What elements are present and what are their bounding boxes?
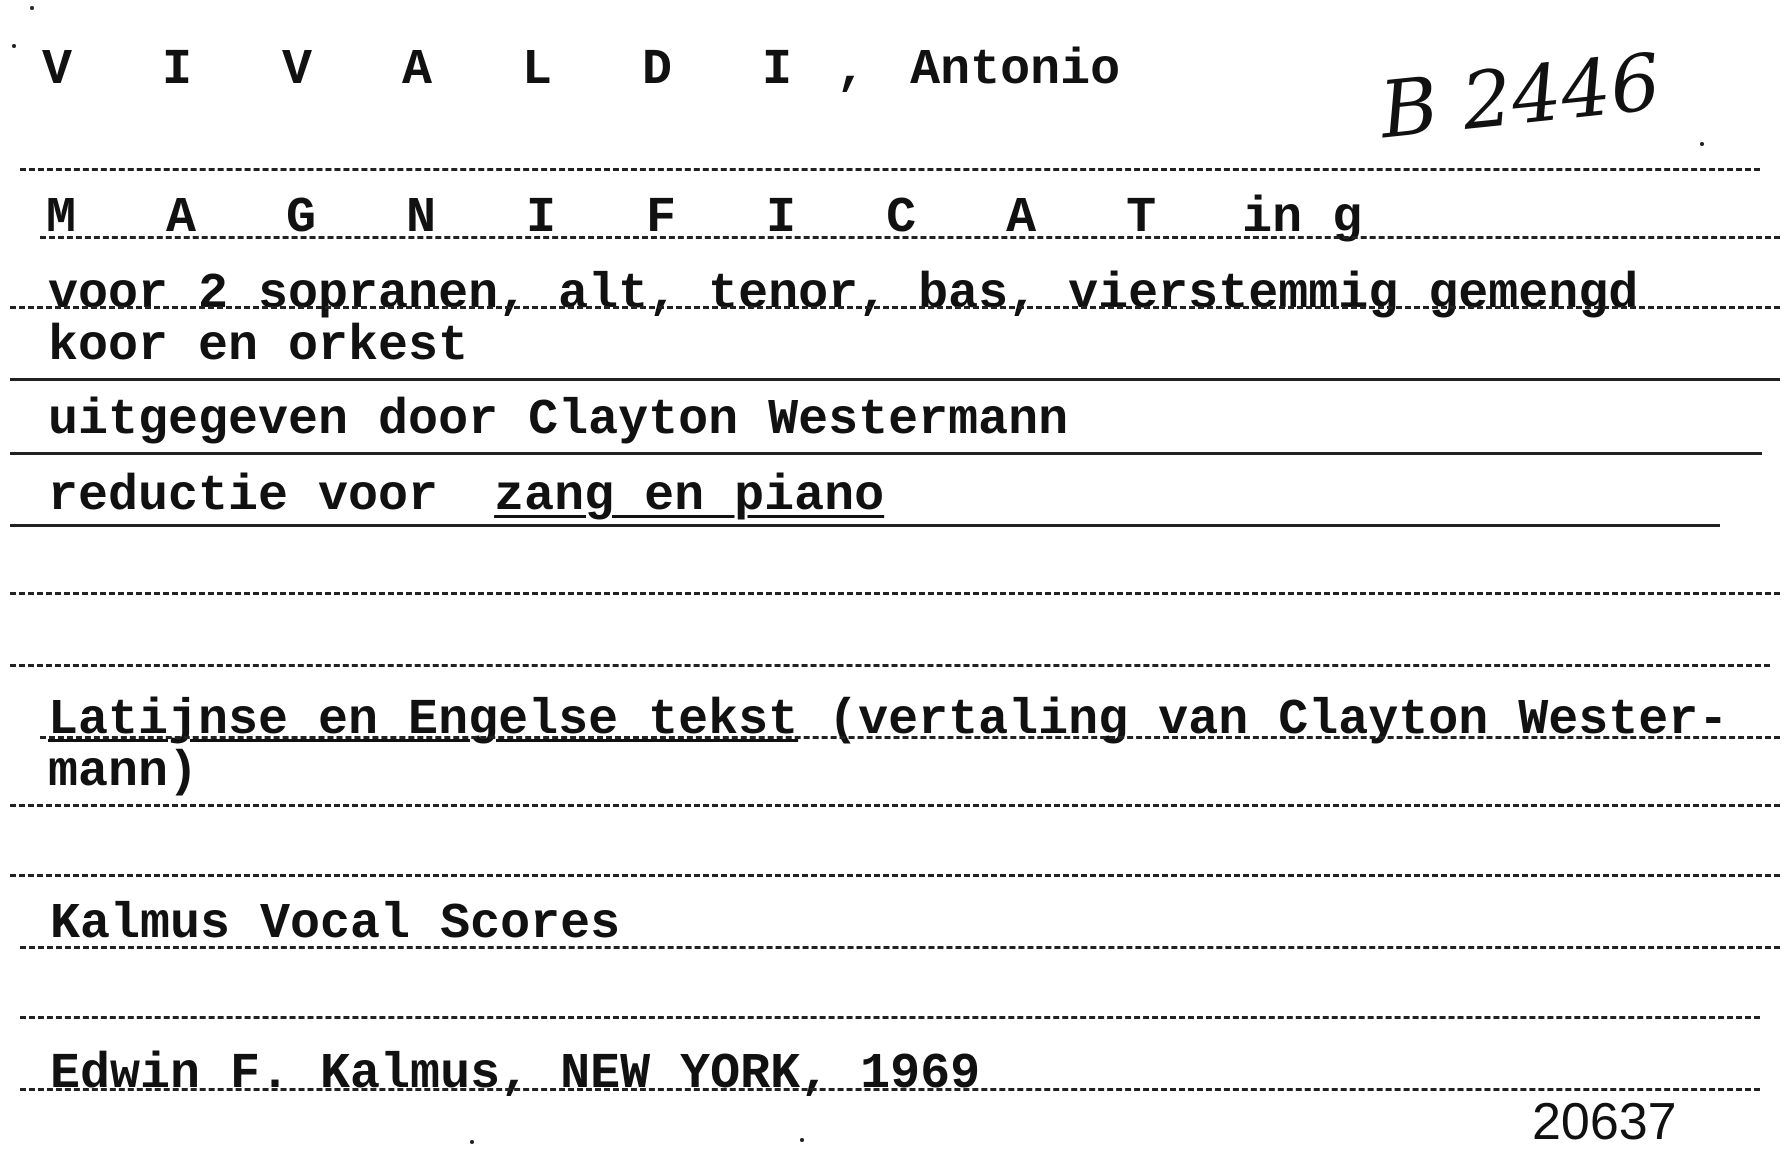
composer-surname: V I V A L D I xyxy=(42,42,823,99)
catalog-number: 20637 xyxy=(1532,1093,1677,1151)
rule-12 xyxy=(20,946,1780,949)
speck-3 xyxy=(1700,142,1704,146)
speck-4 xyxy=(470,1140,474,1144)
composer-comma: , xyxy=(836,42,867,99)
rule-13 xyxy=(20,1016,1760,1019)
title-key: in g xyxy=(1242,190,1363,247)
text-language-line-2: mann) xyxy=(48,744,199,801)
rule-2 xyxy=(40,236,1780,239)
rule-4 xyxy=(10,378,1780,381)
publisher-line: Edwin F. Kalmus, NEW YORK, 1969 xyxy=(50,1046,981,1103)
reduction-line xyxy=(48,470,884,524)
composer-line xyxy=(42,44,1120,98)
series-line: Kalmus Vocal Scores xyxy=(50,896,621,953)
rule-9 xyxy=(40,736,1780,739)
scoring-line-1: voor 2 sopranen, alt, tenor, bas, vierstemmig gemengd xyxy=(48,266,1639,323)
rule-6 xyxy=(10,524,1720,527)
title-text: M A G N I F I C A T xyxy=(46,190,1187,247)
rule-1 xyxy=(20,168,1760,171)
rule-3 xyxy=(10,306,1780,309)
rule-7 xyxy=(10,592,1780,595)
shelfmark-handwritten: B 2446 xyxy=(1376,37,1665,157)
editor-line: uitgegeven door Clayton Westermann xyxy=(48,392,1069,449)
composer-first-name: Antonio xyxy=(910,42,1121,99)
text-language-underlined: Latijnse en Engelse tekst xyxy=(48,692,799,749)
rule-11 xyxy=(10,874,1780,877)
rule-10 xyxy=(10,804,1780,807)
reduction-prefix: reductie voor xyxy=(48,468,439,525)
rule-5 xyxy=(10,452,1762,455)
rule-14 xyxy=(20,1088,1760,1091)
reduction-underlined: zang en piano xyxy=(494,468,885,525)
scoring-line-2: koor en orkest xyxy=(48,318,469,375)
speck-5 xyxy=(800,1138,804,1142)
speck-1 xyxy=(30,6,34,10)
speck-2 xyxy=(12,44,16,48)
text-language-line-1 xyxy=(48,694,1728,748)
text-language-rest: (vertaling van Clayton Wester- xyxy=(798,692,1729,749)
rule-8 xyxy=(10,664,1770,667)
